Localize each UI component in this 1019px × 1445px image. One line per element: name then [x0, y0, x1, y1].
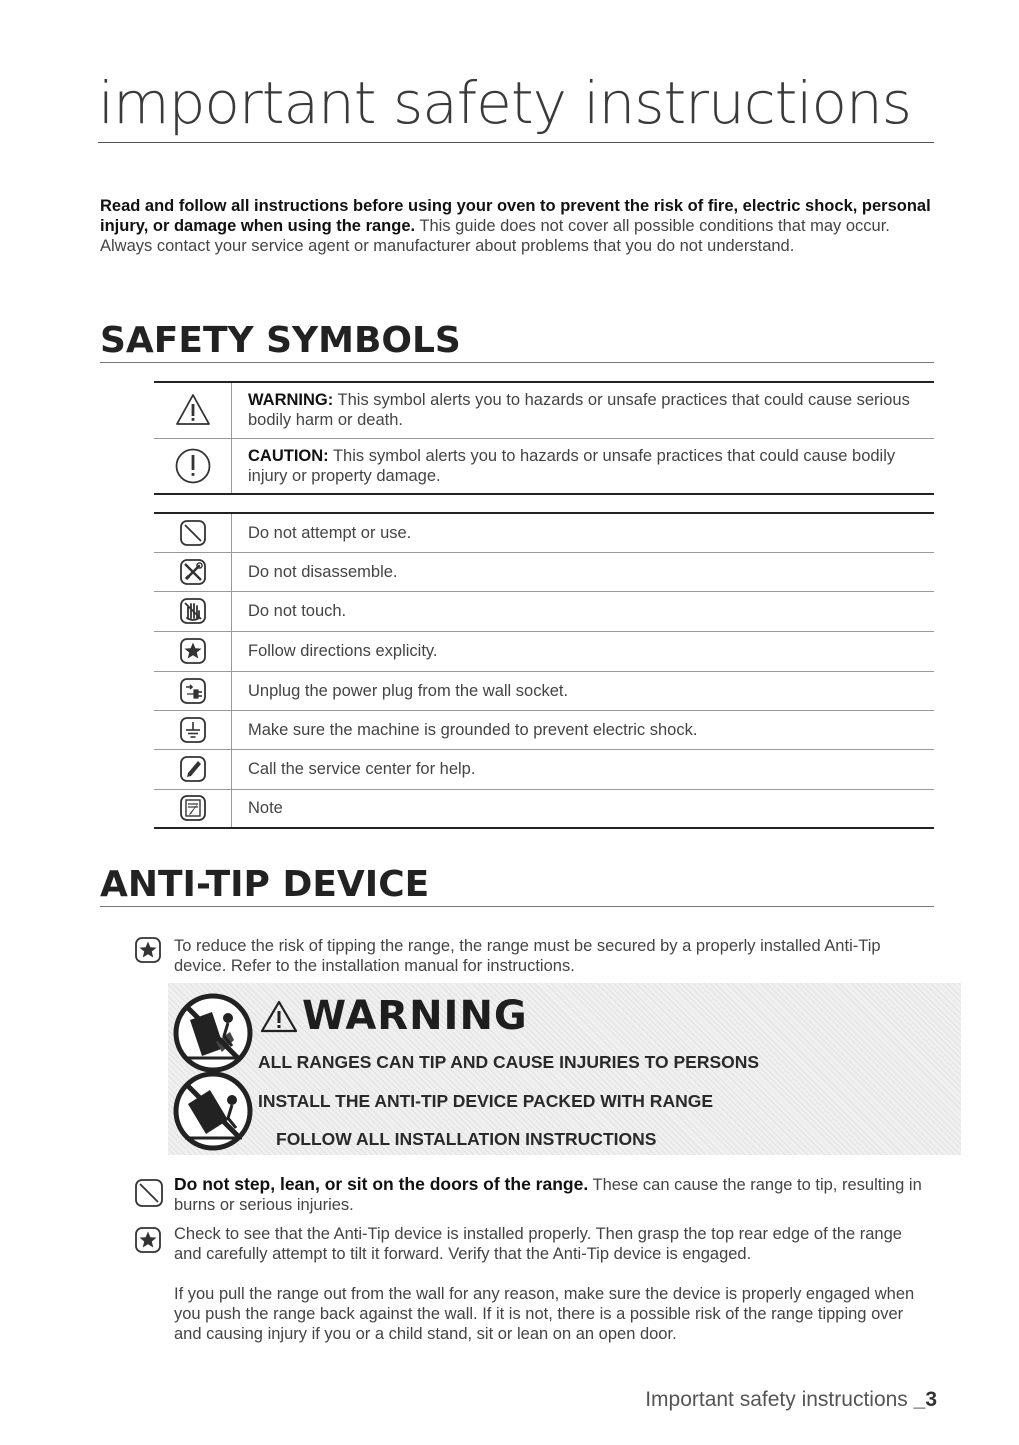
warning-text: This symbol alerts you to hazards or unsafe practices that could cause serious bodily harm or death.: [248, 391, 910, 430]
symbol-row: [154, 552, 934, 591]
anti-tip-item-1-bold: Do not step, lean, or sit on the doors of the range.: [174, 1174, 589, 1194]
symbol-row: [154, 591, 934, 631]
warning-line: INSTALL THE ANTI-TIP DEVICE PACKED WITH RANGE: [258, 1091, 714, 1111]
page-title: important safety instructions: [98, 70, 934, 143]
anti-tip-item-1: [174, 1174, 934, 1215]
page-footer: [645, 1388, 937, 1412]
anti-tip-intro: To reduce the risk of tipping the range, the range must be secured by a properly installed Anti-Tip device. Refer to the installation manual for instructions.: [174, 937, 881, 975]
symbol-row: [154, 710, 934, 749]
anti-tip-heading: [100, 864, 934, 907]
phone-icon: [179, 755, 207, 783]
safety-symbols-heading: [100, 320, 934, 363]
footer-label: Important safety instructions: [645, 1388, 914, 1411]
symbol-text: Do not touch.: [232, 591, 935, 631]
warning-triangle-icon: [175, 393, 211, 427]
intro-bold: Read and follow all instructions before using your oven to prevent the risk of fire, electric shock, personal injury, or damage when using the range.: [100, 197, 931, 235]
no-disassemble-icon: [179, 558, 207, 586]
anti-tip-item-1-text: These can cause the range to tip, resulting in burns or serious injuries.: [174, 1176, 922, 1214]
unplug-icon: [179, 677, 207, 705]
follow-directions-icon: [134, 1226, 162, 1254]
symbol-text: Call the service center for help.: [232, 749, 935, 789]
caution-circle-icon: [174, 447, 212, 485]
follow-directions-icon: [134, 936, 162, 964]
prohibited-icon: [134, 1178, 164, 1208]
hazard-table: [154, 381, 934, 495]
warning-heading: WARNING: [302, 993, 528, 1039]
symbol-row: [154, 631, 934, 671]
symbol-table: [154, 512, 934, 829]
safety-symbols-heading-text: SAFETY SYMBOLS: [100, 320, 461, 361]
hazard-row-caution: [154, 438, 934, 494]
symbol-row: [154, 789, 934, 828]
hazard-row-warning: [154, 382, 934, 438]
ground-icon: [179, 716, 207, 744]
intro-paragraph: [100, 196, 934, 256]
symbol-text: Do not attempt or use.: [232, 513, 935, 552]
caution-label: CAUTION:: [248, 446, 329, 465]
follow-directions-icon: [179, 637, 207, 665]
symbol-text: Note: [248, 799, 283, 818]
warning-line: FOLLOW ALL INSTALLATION INSTRUCTIONS: [276, 1129, 657, 1149]
range-tipping-icon: [172, 1070, 254, 1152]
anti-tip-item-2: Check to see that the Anti-Tip device is installed properly. Then grasp the top rear edge of the range and carefully attempt to tilt it forward. Verify that the Anti-Tip device is engaged.: [174, 1225, 902, 1263]
no-touch-icon: [179, 597, 207, 625]
caution-text: This symbol alerts you to hazards or unsafe practices that could cause bodily injury or property damage.: [248, 446, 896, 485]
warning-label: WARNING:: [248, 391, 334, 410]
symbol-text: Unplug the power plug from the wall socket.: [232, 671, 935, 710]
intro-text: This guide does not cover all possible conditions that may occur. Always contact your service agent or manufacturer about problems that you do not understand.: [100, 217, 890, 255]
warning-triangle-icon: [260, 1000, 298, 1034]
warning-line: ALL RANGES CAN TIP AND CAUSE INJURIES TO PERSONS: [258, 1052, 760, 1072]
symbol-text: Make sure the machine is grounded to prevent electric shock.: [232, 710, 935, 749]
symbol-row: [154, 513, 934, 552]
anti-tip-item-3: If you pull the range out from the wall for any reason, make sure the device is properly engaged when you push the range back against the wall. If it is not, there is a possible risk of the range tipping over and causing injury if you or a child stand, sit or lean on an open door.: [174, 1285, 915, 1343]
anti-tip-heading-text: ANTI-TIP DEVICE: [100, 864, 430, 905]
range-tipping-icon: [172, 992, 254, 1074]
symbol-text: Do not disassemble.: [232, 552, 935, 591]
symbol-row: [154, 749, 934, 789]
symbol-row: [154, 671, 934, 710]
symbol-text: Follow directions explicity.: [232, 631, 935, 671]
note-icon: [179, 794, 207, 822]
prohibited-icon: [179, 519, 207, 547]
page-number: _3: [913, 1388, 937, 1411]
